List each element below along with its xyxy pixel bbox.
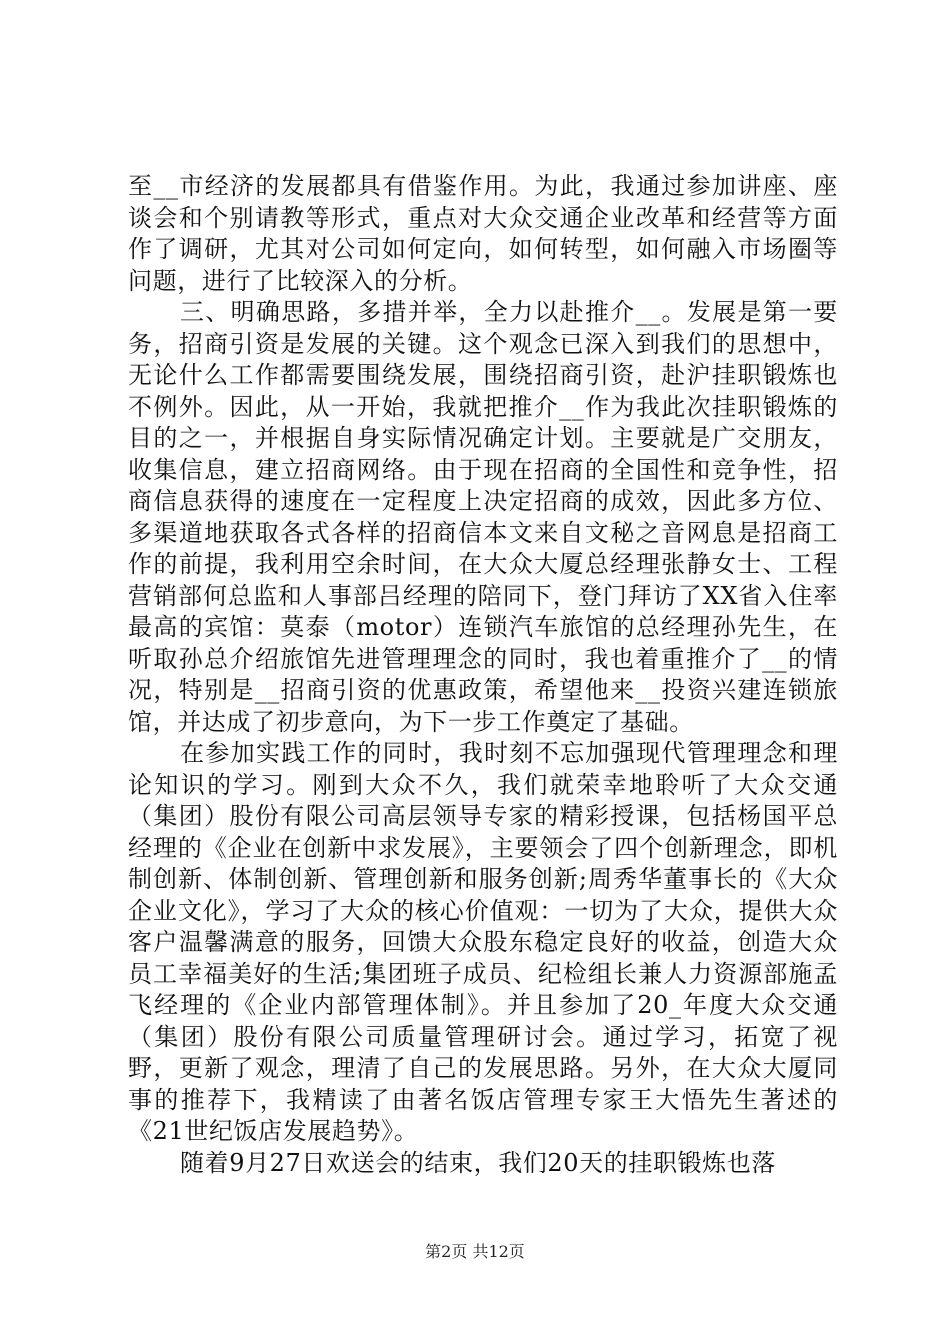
page-number-label: 第2页 共12页: [425, 1242, 525, 1261]
paragraph-4: 随着9月27日欢送会的结束，我们20天的挂职锻炼也落: [180, 1148, 776, 1177]
paragraph-2: 三、明确思路，多措并举，全力以赴推介__。发展是第一要务，招商引资是发展的关键。这个观念已深入到我们的思想中，无论什么工作都需要围绕发展，围绕招商引资，赴沪挂职锻炼也不例外。因此，从一开始，我就把推介__作为我此次挂职锻炼的目的之一，并根据自身实际情况确定计划。主要就是广交朋友，收集信息，建立招商网络。由于现在招商的全国性和竞争性，招商信息获得的速度在一定程度上决定招商的成效，因此多方位、多渠道地获取各式各样的招商信本文来自文秘之音网息是招商工作的前提，我利用空余时间，在大众大厦总经理张静女士、工程营销部何总监和人事部吕经理的陪同下，登门拜访了XX省入住率最高的宾馆：莫泰（motor）连锁汽车旅馆的总经理孙先生，在听取孙总介绍旅馆先进管理理念的同时，我也着重推介了__的情况，特别是__招商引资的优惠政策，希望他来__投资兴建连锁旅馆，并达成了初步意向，为下一步工作奠定了基础。: [128, 298, 838, 736]
page-footer: [0, 1242, 950, 1262]
body-text: [128, 171, 838, 1179]
paragraph-3: 在参加实践工作的同时，我时刻不忘加强现代管理理念和理论知识的学习。刚到大众不久，我们就荣幸地聆听了大众交通（集团）股份有限公司高层领导专家的精彩授课，包括杨国平总经理的《企业在创新中求发展》，主要领会了四个创新理念，即机制创新、体制创新、管理创新和服务创新;周秀华董事长的《大众企业文化》，学习了大众的核心价值观：一切为了大众，提供大众客户温馨满意的服务，回馈大众股东稳定良好的收益，创造大众员工幸福美好的生活;集团班子成员、纪检组长兼人力资源部施孟飞经理的《企业内部管理体制》。并且参加了20_年度大众交通（集团）股份有限公司质量管理研讨会。通过学习，拓宽了视野，更新了观念，理清了自己的发展思路。另外，在大众大厦同事的推荐下，我精读了由著名饭店管理专家王大悟先生著述的《21世纪饭店发展趋势》。: [128, 739, 838, 1145]
paragraph-1: 至__市经济的发展都具有借鉴作用。为此，我通过参加讲座、座谈会和个别请教等形式，重点对大众交通企业改革和经营等方面作了调研，尤其对公司如何定向，如何转型，如何融入市场圈等问题，进行了比较深入的分析。: [128, 172, 838, 295]
